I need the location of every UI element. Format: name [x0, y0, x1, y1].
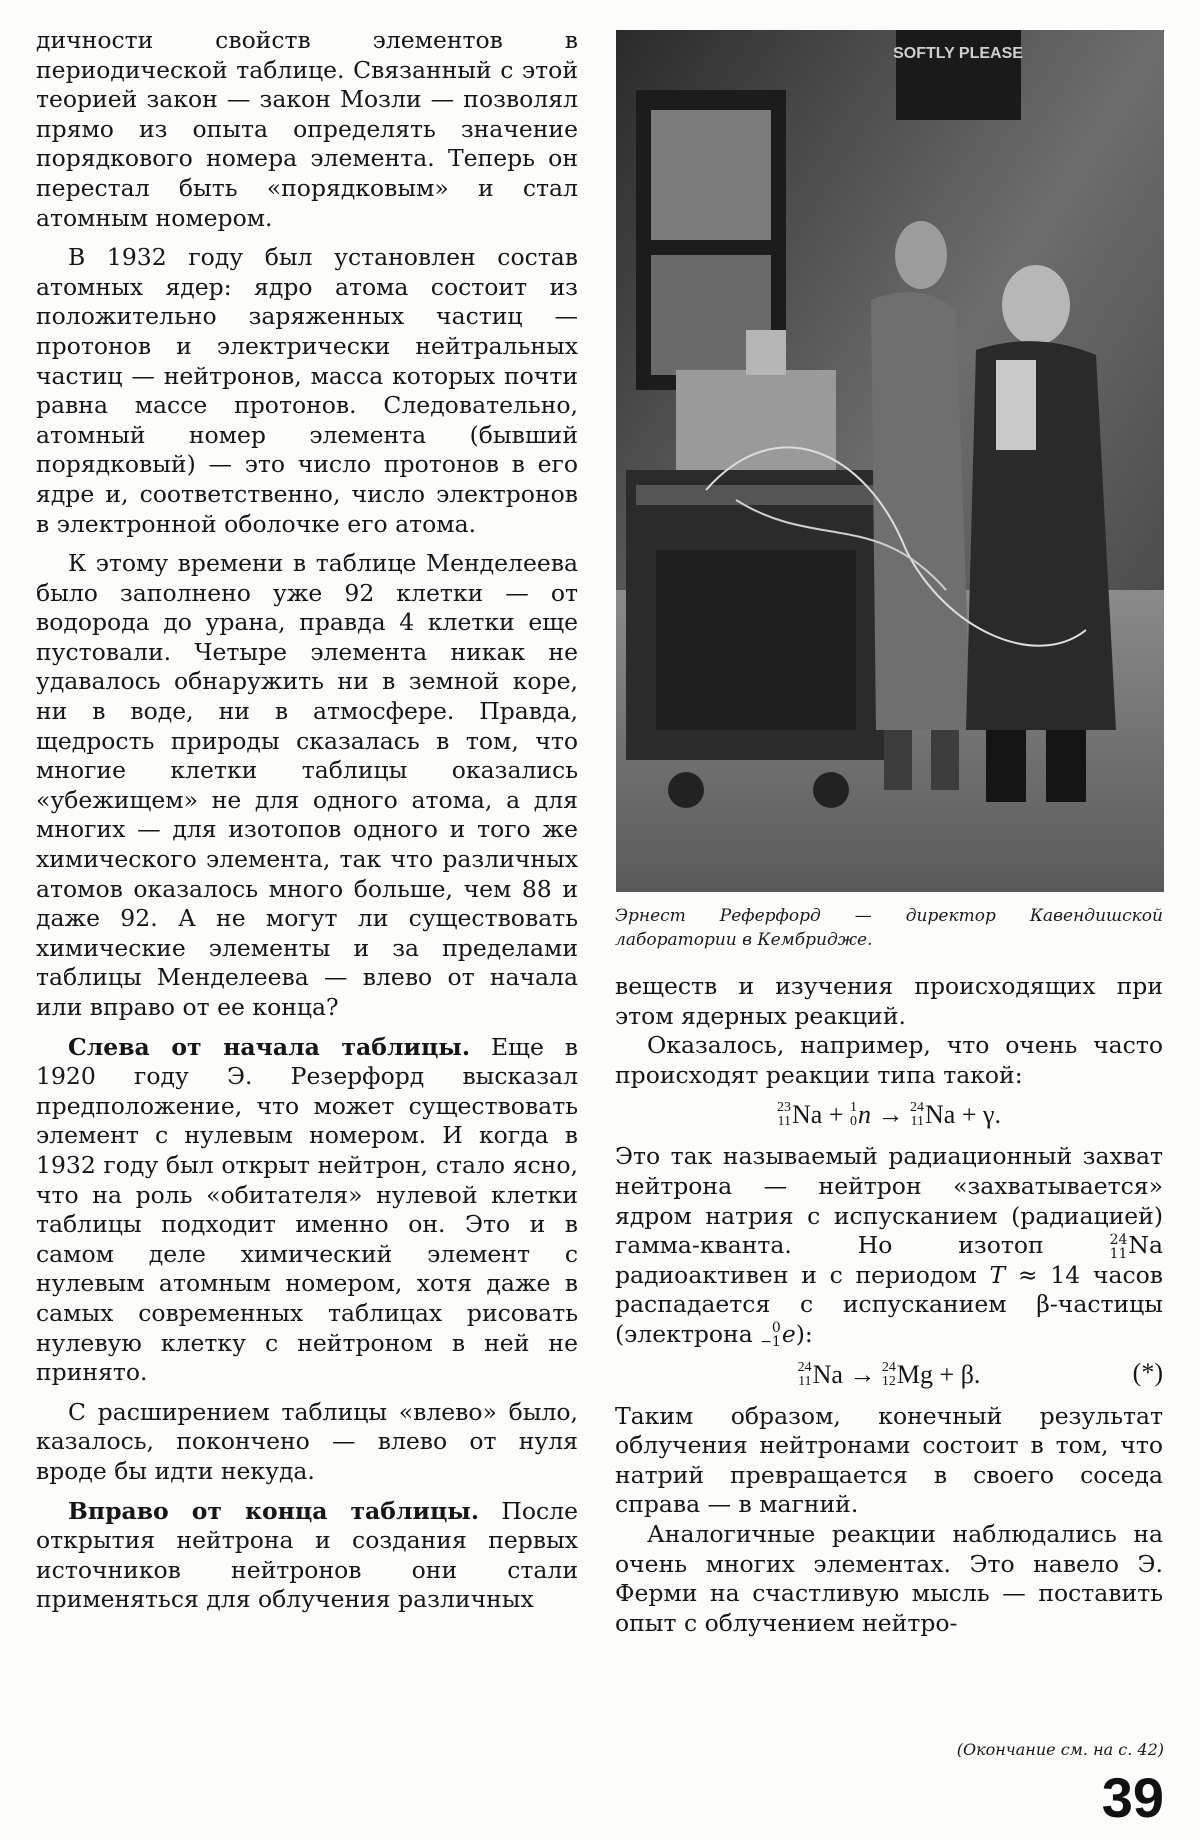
bench-wheel [668, 772, 704, 808]
person-left [895, 221, 947, 289]
paragraph: Аналогичные реакции наблюдались на очень многих элементах. Это навело Э. Ферми на счастливую мысль — поставить опыт с облучением нейтро- [615, 1519, 1163, 1637]
nuclide-index: 24 11 [1109, 1231, 1128, 1262]
section-heading-right: Вправо от конца таблицы. [68, 1496, 480, 1525]
paragraph: К этому времени в таблице Менделеева было заполнено уже 92 клетки — от водорода до урана, правда 4 клетки еще пустовали. Четыре элемента никак не удавалось обнаружить ни в земной коре, ни в воде, ни в атмосфере. Правда, щедрость природы сказалась в том, что многие клетки таблицы оказались «убежищем» не для одного атома, а для многих — для изотопов одного и того же химического элемента, так что различных атомов оказалось много больше, чем 88 и даже 92. А не могут ли существовать химические элементы и за пределами таблицы Менделеева — влево от начала или вправо от ее конца? [36, 549, 578, 1021]
bench-wheel [813, 772, 849, 808]
nuclide-index: 1 0 [850, 1100, 857, 1130]
right-text-column [615, 972, 1163, 1638]
nuclide-index: 0 −1 [760, 1320, 781, 1351]
nuclide-index: 24 12 [881, 1359, 896, 1389]
paragraph: дичности свойств элементов в периодической таблице. Связанный с этой теорией закон — закон Мозли — позволял прямо из опыта определять значение порядкового номера элемента. Теперь он перестал быть «порядковым» и стал атомным номером. [36, 26, 578, 232]
equation-tag: (*) [1132, 1357, 1163, 1387]
photo-caption: Эрнест Реферфорд — директор Кавендишской лаборатории в Кембридже. [615, 906, 1163, 950]
paragraph: Это так называемый радиационный захват нейтрона — нейтрон «захватывается» ядром натрия с испусканием (радиацией) гамма-кванта. Но изотоп 24 11 Na радиоактивен и с периодом T ≈ 14 часов распадается с испусканием β-частицы (электрона 0 −1 e): [615, 1142, 1164, 1351]
continuation-note: (Окончание см. на с. 42) [956, 1740, 1164, 1759]
section-heading-left: Слева от начала таблицы. [68, 1032, 471, 1061]
left-text-column [36, 26, 578, 1615]
nuclide-index: 24 11 [910, 1100, 924, 1130]
paragraph: С расширением таблицы «влево» было, казалось, покончено — влево от нуля вроде бы идти некуда. [36, 1397, 578, 1485]
formula-decay: 24 11 Na → 24 12 Mg + β. (*) [797, 1357, 1163, 1389]
formula-capture: 23 11 Na + 1 0 n → 24 11 Na + γ. [777, 1100, 1001, 1130]
paragraph [36, 1497, 578, 1615]
nuclide-index: 24 11 [797, 1359, 812, 1389]
paragraph-body: После открытия нейтрона и создания первых источников нейтронов они стали применяться для облучения различных [36, 1496, 579, 1614]
paragraph: веществ и изучения происходящих при этом ядерных реакций. [615, 972, 1163, 1030]
paragraph: В 1932 году был установлен состав атомных ядер: ядро атома состоит из положительно заряженных частиц — протонов и электрически нейтральных частиц — нейтронов, масса которых почти равна массе протонов. Следовательно, атомный номер элемента (бывший порядковый) — это число протонов в его ядре и, соответственно, число электронов в электронной оболочке его атома. [36, 243, 578, 538]
person-right [1002, 265, 1070, 345]
sign-text: SOFTLY PLEASE [893, 45, 1023, 62]
paragraph: Таким образом, конечный результат облучения нейтронами состоит в том, что натрий превращается в своего соседа справа — в магний. [615, 1401, 1163, 1519]
apparatus [676, 370, 836, 470]
page-number: 39 [1101, 1766, 1164, 1829]
rutherford-photo [616, 30, 1164, 892]
paragraph [36, 1033, 578, 1388]
paragraph-body: Еще в 1920 году Э. Резерфорд высказал предположение, что может существовать элемент с нулевым номером. И когда в 1932 году был открыт нейтрон, стало ясно, что на роль «обитателя» нулевой клетки таблицы подходит именно он. Это и в самом деле химический элемент с нулевым атомным номером, хотя даже в самых современных таблицах рисовать нулевую клетку с нейтроном в ней не принято. [36, 1032, 578, 1387]
nuclide-index: 23 11 [777, 1100, 791, 1130]
photo-illustration [616, 30, 1164, 892]
sign-board [896, 30, 1021, 120]
paragraph: Оказалось, например, что очень часто происходят реакции типа такой: [615, 1031, 1163, 1089]
